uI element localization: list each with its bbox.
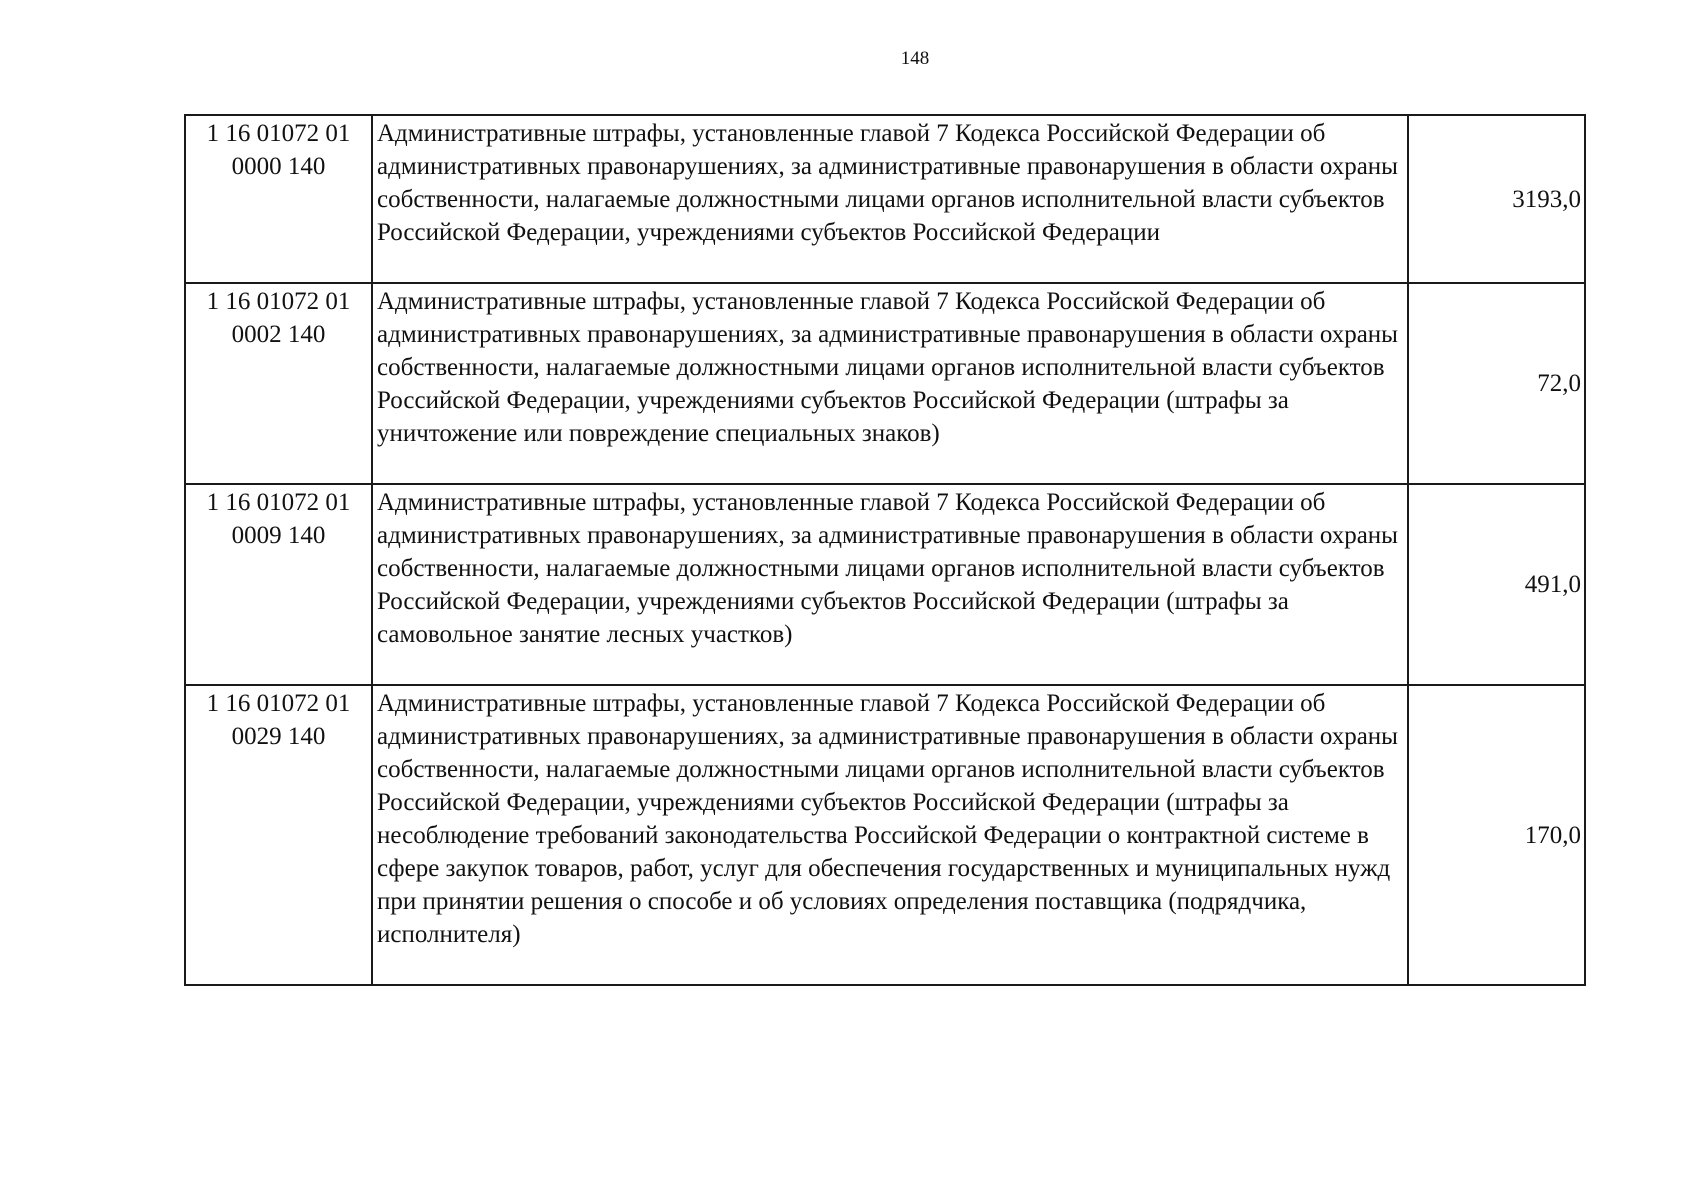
budget-code-cell xyxy=(185,484,372,685)
description-cell: Административные штрафы, установленные главой 7 Кодекса Российской Федерации об административных правонарушениях, за административные правонарушения в области охраны собственности, налагаемые должностными лицами органов исполнительной власти субъектов Российской Федерации, учреждениями субъектов Российской Федерации (штрафы за самовольное занятие лесных участков) xyxy=(372,484,1408,685)
budget-code-cell xyxy=(185,115,372,283)
budget-code-line: 0009 140 xyxy=(231,522,326,549)
budget-code-line: 1 16 01072 01 xyxy=(206,120,351,147)
table-row xyxy=(185,283,1585,484)
amount-cell: 72,0 xyxy=(1408,283,1585,484)
budget-code-cell xyxy=(185,283,372,484)
table-row xyxy=(185,685,1585,985)
table-row xyxy=(185,115,1585,283)
page-number: 148 xyxy=(900,48,930,69)
amount-cell: 3193,0 xyxy=(1408,115,1585,283)
revenue-table xyxy=(184,114,1586,986)
description-cell: Административные штрафы, установленные главой 7 Кодекса Российской Федерации об административных правонарушениях, за административные правонарушения в области охраны собственности, налагаемые должностными лицами органов исполнительной власти субъектов Российской Федерации, учреждениями субъектов Российской Федерации xyxy=(372,115,1408,283)
budget-code-line: 0029 140 xyxy=(231,723,326,750)
budget-code-line: 1 16 01072 01 xyxy=(206,288,351,315)
description-cell: Административные штрафы, установленные главой 7 Кодекса Российской Федерации об административных правонарушениях, за административные правонарушения в области охраны собственности, налагаемые должностными лицами органов исполнительной власти субъектов Российской Федерации, учреждениями субъектов Российской Федерации (штрафы за уничтожение или повреждение специальных знаков) xyxy=(372,283,1408,484)
budget-code-line: 0002 140 xyxy=(231,321,326,348)
description-cell: Административные штрафы, установленные главой 7 Кодекса Российской Федерации об административных правонарушениях, за административные правонарушения в области охраны собственности, налагаемые должностными лицами органов исполнительной власти субъектов Российской Федерации, учреждениями субъектов Российской Федерации (штрафы за несоблюдение требований законодательства Российской Федерации о контрактной системе в сфере закупок товаров, работ, услуг для обеспечения государственных и муниципальных нужд при принятии решения о способе и об условиях определения поставщика (подрядчика, исполнителя) xyxy=(372,685,1408,985)
table-row xyxy=(185,484,1585,685)
amount-cell: 170,0 xyxy=(1408,685,1585,985)
budget-code-line: 0000 140 xyxy=(231,153,326,180)
budget-code-line: 1 16 01072 01 xyxy=(206,489,351,516)
budget-code-line: 1 16 01072 01 xyxy=(206,690,351,717)
amount-cell: 491,0 xyxy=(1408,484,1585,685)
budget-code-cell xyxy=(185,685,372,985)
